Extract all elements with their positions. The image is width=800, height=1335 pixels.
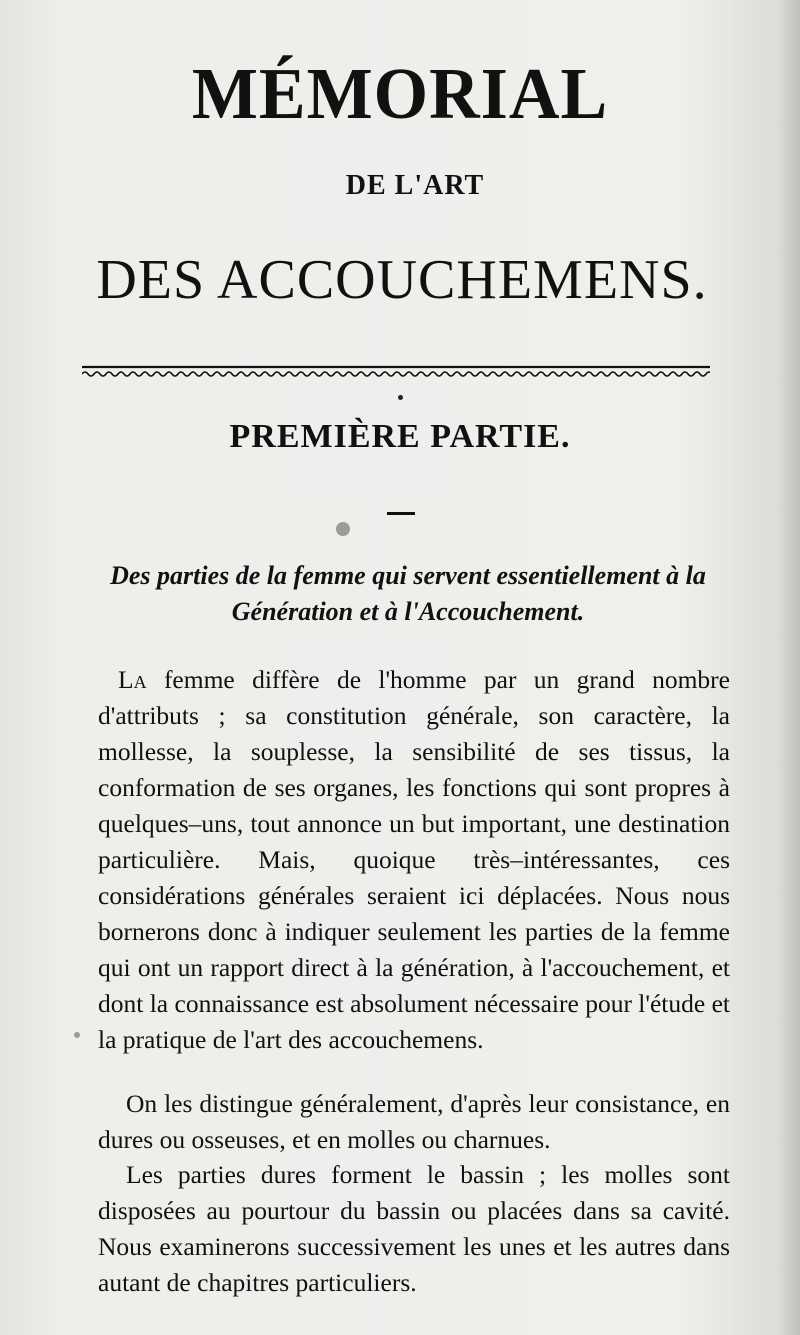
paragraph-2: On les distingue généralement, d'après leur consistance, en dures ou osseuses, et en molles ou charnues. — [98, 1089, 730, 1154]
section-heading-line2: Génération et à l'Accouchement. — [231, 597, 585, 626]
paragraph-1 — [98, 662, 730, 1058]
ink-speck — [336, 522, 350, 536]
ink-speck — [74, 1032, 80, 1038]
wavy-divider — [82, 364, 710, 380]
paragraph-3: Les parties dures forment le bassin ; les molles sont disposées au pourtour du bassin ou placées dans sa cavité. Nous examinerons successivement les unes et les autres dans autant de chapitres particuliers. — [98, 1160, 730, 1297]
part-title: PREMIÈRE PARTIE. — [229, 418, 571, 455]
section-heading — [78, 558, 738, 630]
book-title-sub: DE L'ART — [345, 170, 485, 201]
section-dash — [387, 512, 415, 515]
book-title-big: DES ACCOUCHEMENS. — [96, 249, 708, 311]
paragraph-1-initial: La — [118, 665, 147, 694]
ornament-dot — [398, 395, 403, 400]
book-title-main: MÉMORIAL — [191, 54, 609, 135]
paragraph-1-text: femme diffère de l'homme par un grand nombre d'attributs ; sa constitution générale, son caractère, la mollesse, la souplesse, la sensibilité de ses tissus, la conformation de ses organes, les fonctions qui sont propres à quelques–uns, tout annonce un but important, une destination particulière. Mais, quoique très–intéressantes, ces considérations générales seraient ici déplacées. Nous nous bornerons donc à indiquer seulement les parties de la femme qui ont un rapport direct à la génération, à l'accouchement, et dont la connaissance est absolument nécessaire pour l'étude et la pratique de l'art des accouchemens. — [98, 665, 730, 1054]
section-heading-line1: Des parties de la femme qui servent essentiellement à la — [110, 561, 706, 590]
